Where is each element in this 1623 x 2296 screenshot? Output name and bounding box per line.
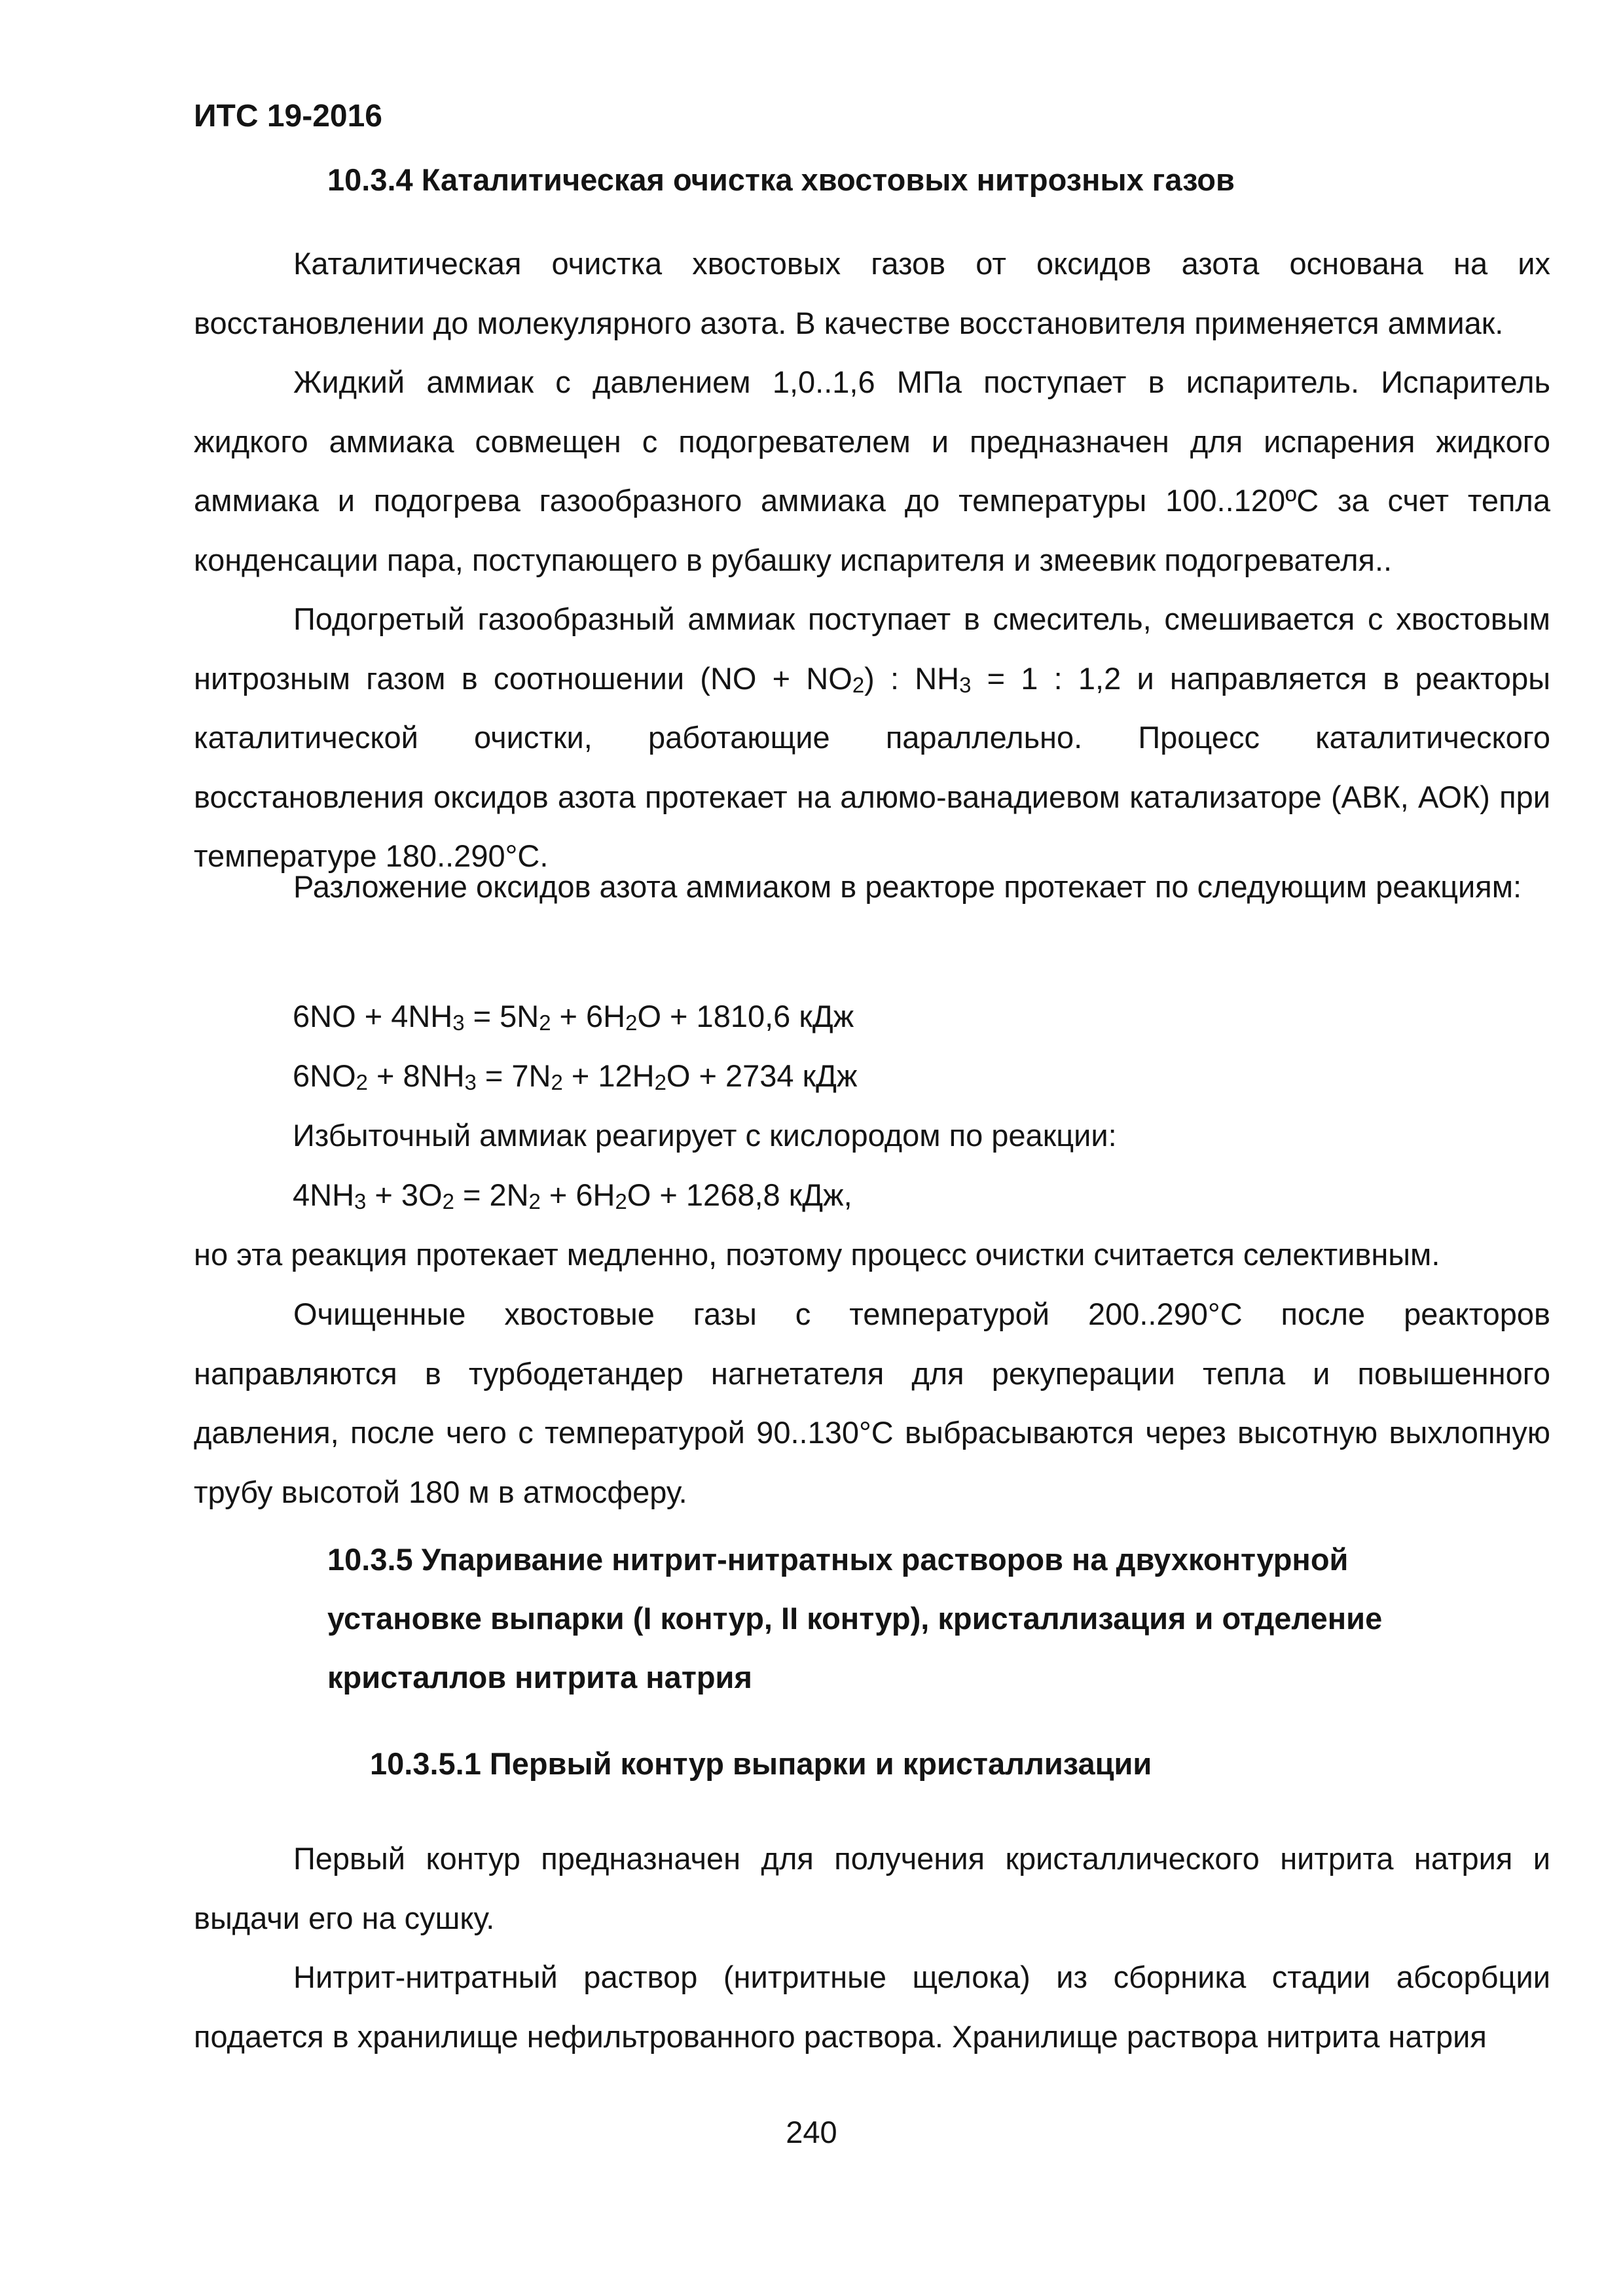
document-code: ИТС 19-2016 [194, 99, 382, 134]
paragraph-heated-ammonia: Подогретый газообразный аммиак поступает в смеситель, смешивается с хвостовым нитрозным газом в соотношении $(NO + NO_2)$ : $NH_3 = 1$ : 1,2 и направляется в реакторы каталитической очистки, работающие параллельно. Процесс каталитического восстановления оксидов азота протекает на алюмо-ванадиевом катализаторе (АВК, АОК) при температуре 180..290°С. [194, 601, 1550, 874]
paragraph-first-contour: Первый контур предназначен для получения кристаллического нитрита натрия и выдачи его на сушку. [194, 1841, 1550, 1935]
page-number: 240 [786, 2115, 837, 2149]
paragraph-decomposition: Разложение оксидов азота аммиаком в реакторе протекает по следующим реакциям: [293, 869, 1522, 904]
equation-2: $6NO_2 + 8NH_3 = 7N_2 + 12H_2O + 2734$ кДж [293, 1058, 858, 1094]
section-heading-10-3-5: 10.3.5 Упаривание нитрит-нитратных растворов на двухконтурной установке выпарки (I контур, II контур), кристаллизация и отделение кристаллов нитрита натрия [327, 1542, 1383, 1695]
paragraph-excess-ammonia: Избыточный аммиак реагирует с кислородом по реакции: [293, 1118, 1117, 1153]
paragraph-nitrite-nitrate-solution: Нитрит-нитратный раствор (нитритные щелока) из сборника стадии абсорбции подается в хранилище нефильтрованного раствора. Хранилище раствора нитрита натрия [194, 1960, 1550, 2054]
paragraph-cleaned-gases: Очищенные хвостовые газы с температурой 200..290°С после реакторов направляются в турбодетандер нагнетателя для рекуперации тепла и повышенного давления, после чего с температурой 90..130°С выбрасываются через высотную выхлопную трубу высотой 180 м в атмосферу. [194, 1297, 1550, 1509]
paragraph-catalytic-cleaning: Каталитическая очистка хвостовых газов от оксидов азота основана на их восстановлении до молекулярного азота. В качестве восстановителя применяется аммиак. [194, 246, 1550, 340]
equation-3: $4NH_3 + 3O_2 = 2N_2 + 6H_2O + 1268,8$ кДж, [293, 1177, 852, 1213]
section-heading-10-3-4: 10.3.4 Каталитическая очистка хвостовых нитрозных газов [327, 162, 1235, 197]
paragraph-liquid-ammonia: Жидкий аммиак с давлением 1,0..1,6 МПа поступает в испаритель. Испаритель жидкого аммиака совмещен с подогревателем и предназначен для испарения жидкого аммиака и подогрева газообразного аммиака до температуры 100..120ºС за счет тепла конденсации пара, поступающего в рубашку испарителя и змеевик подогревателя.. [194, 365, 1550, 577]
section-heading-10-3-5-1: 10.3.5.1 Первый контур выпарки и кристаллизации [370, 1746, 1152, 1781]
paragraph-selective: но эта реакция протекает медленно, поэтому процесс очистки считается селективным. [194, 1237, 1440, 1272]
equation-1: $6NO + 4NH_3 = 5N_2 + 6H_2O + 1810,6$ кДж [293, 999, 854, 1035]
